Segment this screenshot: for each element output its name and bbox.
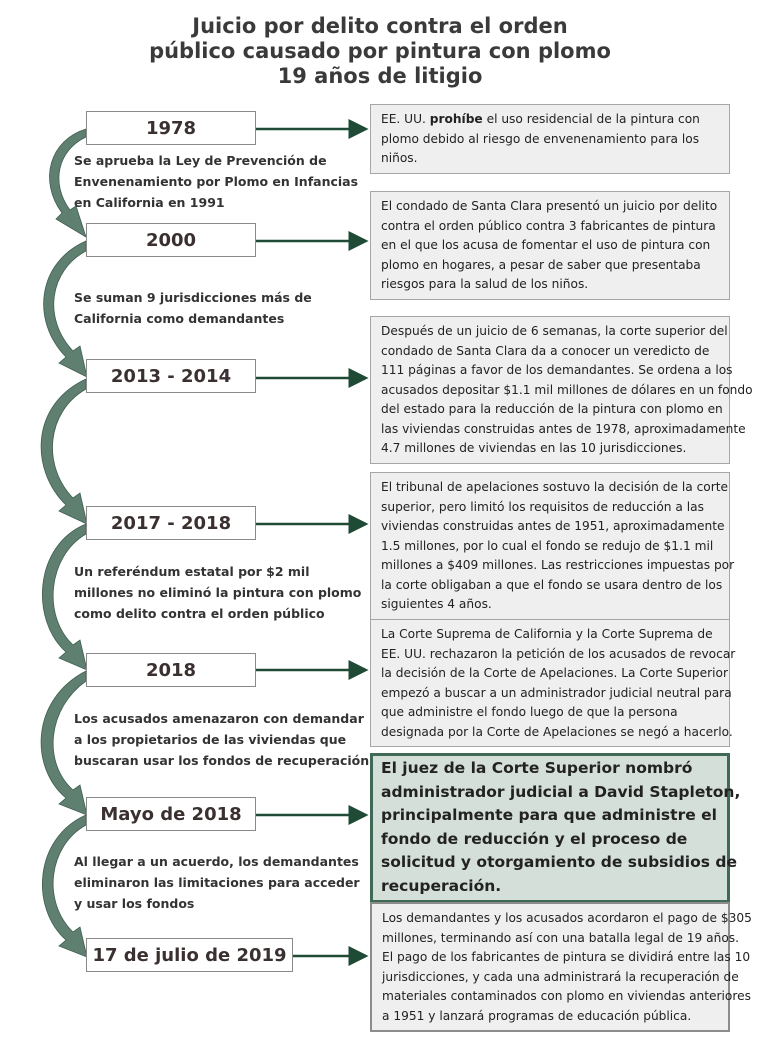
curve-arrow-3 (41, 379, 87, 524)
event-box-1978: EE. UU. prohíbe el uso residencial de la pintura con plomo debido al riesgo de envenenamiento para los niños. (370, 104, 730, 174)
year-box-2000: 2000 (86, 223, 256, 257)
note-jurisdicciones: Se suman 9 jurisdicciones más de California como demandantes (74, 290, 312, 326)
year-box-1978: 1978 (86, 111, 256, 145)
event-box-2013-2014: Después de un juicio de 6 semanas, la corte superior del condado de Santa Clara da a conocer un veredicto de 111 páginas a favor de los demandantes. Se ordena a los acusados depositar $1.1 mil millones de dólares en un fondo del estado para la reducción de la pintura con plomo en las viviendas construidas antes de 1978, aproximadamente 4.7 millones de viviendas en las 10 jurisdicciones. (370, 316, 730, 464)
year-box-2017-2018: 2017 - 2018 (86, 506, 256, 540)
note-referendum: Un referéndum estatal por $2 mil millones no eliminó la pintura con plomo como delito contra el orden público (74, 564, 362, 621)
event-box-2017-2018: El tribunal de apelaciones sostuvo la decisión de la corte superior, pero limitó los requisitos de reducción a las viviendas construidas antes de 1951, aproximadamente 1.5 millones, por lo cual el fondo se redujo de $1.1 mil millones a $409 millones. Las restricciones impuestas por la corte obligaban a que el fondo se usara dentro de los siguientes 4 años. (370, 472, 730, 620)
year-box-julio-2019: 17 de julio de 2019 (86, 938, 293, 972)
title-line-1: Juicio por delito contra el orden (192, 14, 568, 38)
year-box-2018: 2018 (86, 653, 256, 687)
event-box-mayo-2018-highlight: El juez de la Corte Superior nombró administrador judicial a David Stapleton, principalmente para que administre el fondo de reducción y el proceso de solicitud y otorgamiento de subsidios de recuperación. (370, 753, 730, 903)
note-ley-1991: Se aprueba la Ley de Prevención de Envenenamiento por Plomo en Infancias en California en 1991 (74, 153, 359, 210)
note-acuerdo: Al llegar a un acuerdo, los demandantes eliminaron las limitaciones para acceder y usar los fondos (74, 854, 360, 911)
year-box-2013-2014: 2013 - 2014 (86, 359, 256, 393)
event-box-2000: El condado de Santa Clara presentó un juicio por delito contra el orden público contra 3 fabricantes de pintura en el que los acusa de fomentar el uso de pintura con plomo en hogares, a pesar de saber que presentaba riesgos para la salud de los niños. (370, 191, 730, 300)
year-box-mayo-2018: Mayo de 2018 (86, 797, 256, 831)
event-box-julio-2019: Los demandantes y los acusados acordaron el pago de $305 millones, terminando así con una batalla legal de 19 años. El pago de los fabricantes de pintura se dividirá entre las 10 jurisdicciones, y cada una administrará la recuperación de materiales contaminados con plomo en viviendas anteriores a 1951 y lanzará programas de educación pública. (370, 902, 730, 1032)
title-line-2: público causado por pintura con plomo (149, 39, 611, 63)
curved-arrows (41, 129, 87, 957)
note-amenaza: Los acusados amenazaron con demandar a los propietarios de las viviendas que buscaran usar los fondos de recuperación (74, 711, 370, 768)
title-line-3: 19 años de litigio (277, 64, 483, 88)
event-box-2018: La Corte Suprema de California y la Corte Suprema de EE. UU. rechazaron la petición de los acusados de revocar la decisión de la Corte de Apelaciones. La Corte Superior empezó a buscar a un administrador judicial neutral para que administre el fondo luego de que la persona designada por la Corte de Apelaciones se negó a hacerlo. (370, 619, 730, 747)
horizontal-arrows (256, 129, 366, 956)
